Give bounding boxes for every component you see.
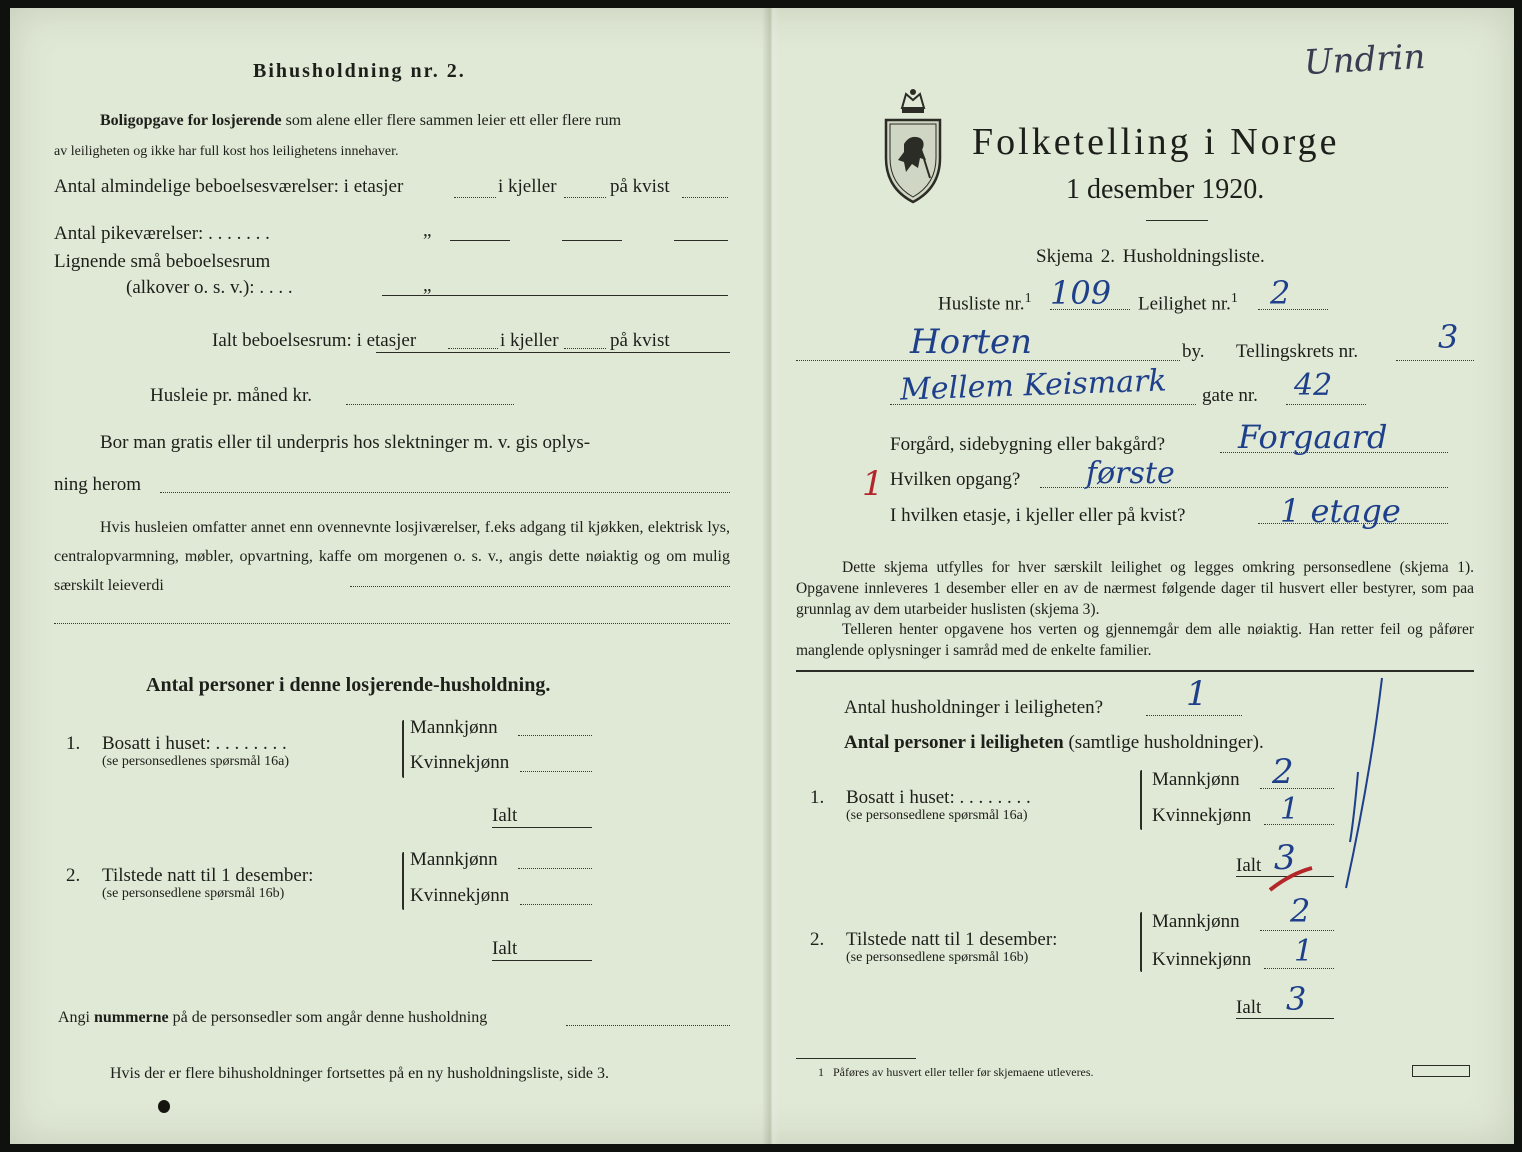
right-bosatt-ialt: Ialt (1236, 855, 1262, 876)
hw-bosatt-mann: 2 (1272, 752, 1294, 792)
right-tilstede-mann: Mannkjønn (1152, 911, 1240, 932)
hw-tilstede-kvinne: 1 (1294, 934, 1314, 969)
left-tilstede-num: 2. (66, 865, 81, 886)
hw-bosatt-ialt: 3 (1274, 838, 1296, 878)
ialt-kjeller: i kjeller (500, 330, 559, 351)
bor-line1: Bor man gratis eller til underpris hos slektninger m. v. gis oplys- (100, 432, 591, 453)
hvis-text: Hvis husleien omfatter annet enn ovennevnte losjiværelser, f.eks adgang til kjøkken, elektrisk lys, centralopvarmning, møbler, opvartning, kaffe om morgenen o. s. v., angis dette nøiaktig og om mulig særskilt leieverdi (54, 519, 730, 594)
hw-etasje: 1 etage (1280, 492, 1401, 530)
hw-gate-nr: 42 (1294, 368, 1333, 403)
left-bosatt-mann: Mannkjønn (410, 717, 498, 738)
form-title: Folketelling i Norge (972, 121, 1340, 163)
alkover-label: (alkover o. s. v.): . . . . (126, 277, 293, 298)
tellingskrets-label: Tellingskrets nr. (1236, 341, 1359, 362)
left-bosatt-note: (se personsedlenes spørsmål 16a) (102, 754, 290, 769)
pike-ditto: „ (423, 220, 432, 241)
right-bosatt-label: Bosatt i huset: . . . . . . . . (846, 787, 1031, 808)
left-tilstede-label: Tilstede natt til 1 desember: (102, 865, 314, 886)
printer-stamp (1412, 1065, 1470, 1077)
hw-leilighet-nr: 2 (1270, 274, 1291, 312)
ink-blot (158, 1100, 170, 1113)
hw-antal-hush: 1 (1186, 674, 1208, 714)
norway-coat-of-arms-icon (880, 86, 946, 204)
bor-line2: ning herom (54, 474, 142, 495)
info-paragraph-1: Dette skjema utfylles for hver særskilt leilighet og legges omkring personsedlene (skjema 1). Opgavene innleveres 1 desember eller en av de nærmest følgende dager til husvert eller bestyrer, som paa grunnlag av dem utarbeider huslisten (skjema 3). (796, 559, 1474, 618)
left-tilstede-ialt: Ialt (492, 938, 518, 959)
pike-label: Antal pikeværelser: . . . . . . . (54, 223, 270, 244)
hw-forgaard: Forgaard (1238, 418, 1388, 456)
hw-husliste-nr: 109 (1050, 274, 1112, 312)
hw-tilstede-ialt: 3 (1286, 980, 1307, 1018)
right-tilstede-kvinne: Kvinnekjønn (1152, 949, 1252, 970)
right-bosatt-note: (se personsedlene spørsmål 16a) (846, 808, 1028, 823)
forgaard-label: Forgård, sidebygning eller bakgård? (890, 434, 1166, 455)
left-intro-line1 (100, 112, 621, 130)
left-bosatt-num: 1. (66, 733, 81, 754)
right-bosatt-mann: Mannkjønn (1152, 769, 1240, 790)
left-bosatt-ialt: Ialt (492, 805, 518, 826)
right-tilstede-note: (se personsedlene spørsmål 16b) (846, 950, 1029, 965)
intro-rest: som alene eller flere sammen leier ett eller flere rum (285, 112, 622, 129)
form-date: 1 desember 1920. (1066, 174, 1265, 205)
left-intro-line2: av leiligheten og ikke har full kost hos leilighetens innehaver. (54, 144, 399, 159)
rooms-kjeller: i kjeller (498, 176, 557, 197)
footnote: 1 Påføres av husvert eller teller før skjemaene utleveres. (818, 1065, 1094, 1079)
persons-heading: Antal personer i denne losjerende-husholdning. (146, 674, 551, 696)
census-form-sheet (10, 8, 1514, 1144)
alkover-ditto: „ (423, 275, 432, 296)
by-label: by. (1182, 341, 1205, 362)
right-bosatt-kvinne: Kvinnekjønn (1152, 805, 1252, 826)
husleie-label: Husleie pr. måned kr. (150, 385, 312, 406)
rooms-label: Antal almindelige beboelsesværelser: i etasjer (54, 176, 404, 197)
hw-opgang: første (1086, 456, 1175, 491)
hw-opgang-mark: 1 (862, 464, 884, 504)
left-tilstede-note: (se personsedlene spørsmål 16b) (102, 886, 285, 901)
left-bosatt-kvinne: Kvinnekjønn (410, 752, 510, 773)
right-tilstede-label: Tilstede natt til 1 desember: (846, 929, 1058, 950)
hw-bosatt-kvinne: 1 (1280, 792, 1300, 827)
hw-tellingskrets: 3 (1438, 318, 1459, 356)
left-footer: Hvis der er flere bihusholdninger fortsettes på en ny husholdningsliste, side 3. (110, 1065, 610, 1082)
left-heading: Bihusholdning nr. 2. (253, 60, 466, 82)
hw-tilstede-mann: 2 (1290, 892, 1311, 930)
angi-line: Angi nummerne på de personsedler som angår denne husholdning (58, 1009, 488, 1026)
ialt-rooms-label: Ialt beboelsesrum: i etasjer (212, 330, 417, 351)
gate-label: gate nr. (1202, 385, 1258, 406)
ligende-label: Lignende små beboelsesrum (54, 251, 271, 272)
opgang-label: Hvilken opgang? (890, 469, 1021, 490)
husliste-label: Husliste nr.$^1$ (938, 291, 1032, 315)
right-tilstede-num: 2. (810, 929, 825, 950)
hw-corner-note: Undrin (1303, 36, 1427, 84)
rooms-kvist: på kvist (610, 176, 670, 197)
leilighet-label: Leilighet nr.$^1$ (1138, 291, 1238, 315)
intro-bold: Boligopgave for losjerende (100, 112, 282, 129)
antal-pers-line: Antal personer i leiligheten (samtlige husholdninger). (844, 732, 1264, 753)
hw-gate: Mellem Keismark (899, 363, 1168, 408)
right-bosatt-num: 1. (810, 787, 825, 808)
antal-hush-label: Antal husholdninger i leiligheten? (844, 697, 1104, 718)
hw-by: Horten (910, 322, 1033, 362)
left-tilstede-kvinne: Kvinnekjønn (410, 885, 510, 906)
checker-pen-strokes (1250, 668, 1390, 908)
skjema-label: Skjema 2. Husholdningsliste. (1036, 246, 1265, 267)
ialt-kvist: på kvist (610, 330, 670, 351)
right-tilstede-ialt: Ialt (1236, 997, 1262, 1018)
left-tilstede-mann: Mannkjønn (410, 849, 498, 870)
etasje-label: I hvilken etasje, i kjeller eller på kvist? (890, 505, 1186, 526)
info-paragraph-2: Telleren henter opgavene hos verten og gjennemgår dem alle nøiaktig. Han retter feil og påfører manglende oplysninger i samråd med de enkelte familier. (796, 621, 1474, 659)
left-bosatt-label: Bosatt i huset: . . . . . . . . (102, 733, 287, 754)
page-fold (762, 8, 780, 1144)
